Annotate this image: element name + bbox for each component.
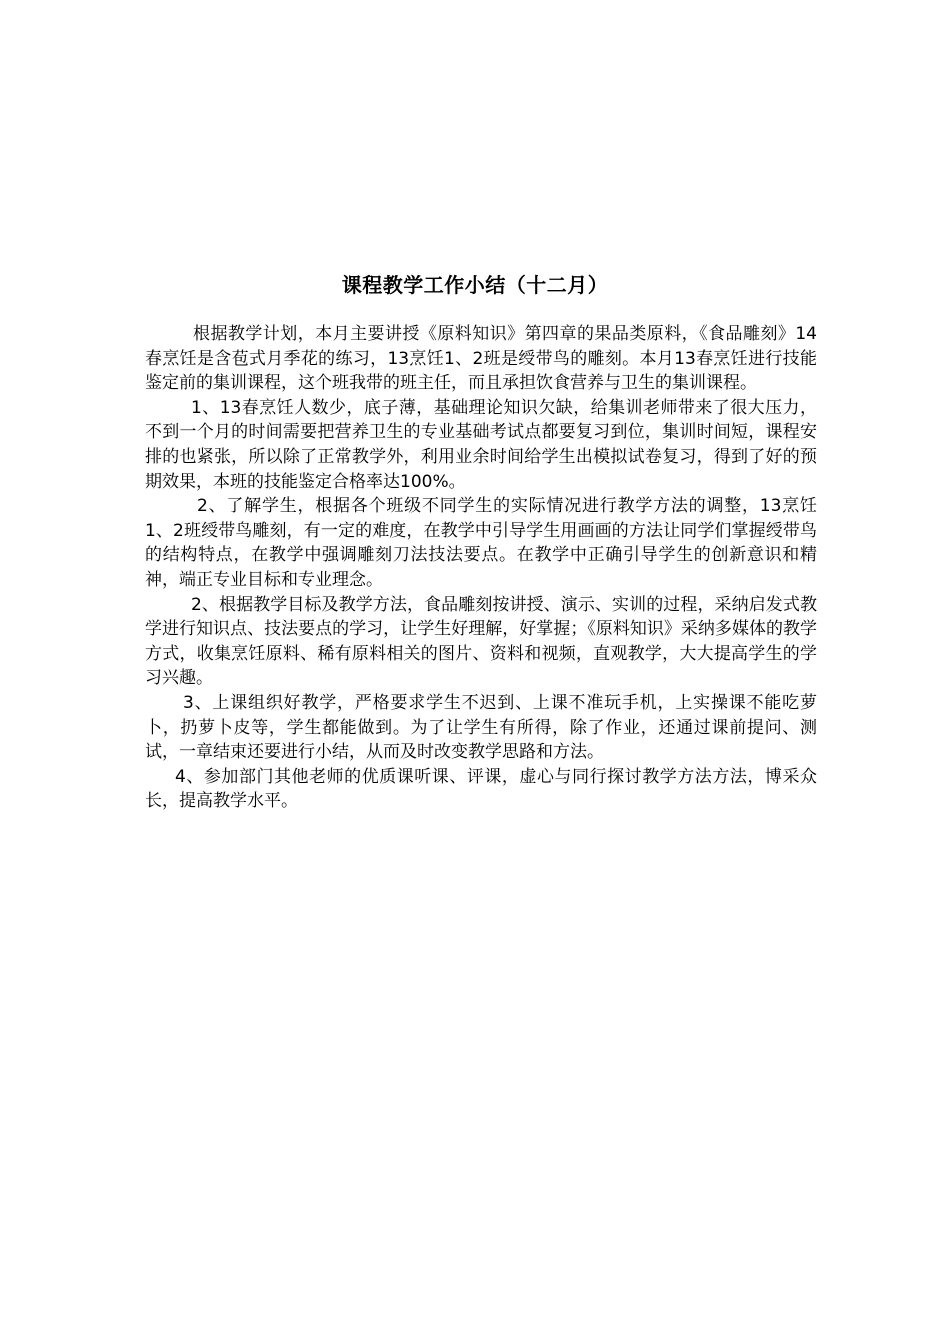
document-body [145,322,817,814]
paragraph-item-4: 4、参加部门其他老师的优质课听课、评课，虚心与同行探讨教学方法方法，博采众长，提高教学水平。 [145,766,817,812]
paragraph-item-3: 3、上课组织好教学，严格要求学生不迟到、上课不准玩手机，上实操课不能吃萝卜，扔萝卜皮等，学生都能做到。为了让学生有所得，除了作业，还通过课前提问、测试，一章结束还要进行小结，从而及时改变教学思路和方法。 [145,692,817,763]
paragraph-intro: 根据教学计划，本月主要讲授《原料知识》第四章的果品类原料，《食品雕刻》14春烹饪是含苞式月季花的练习，13烹饪1、2班是绶带鸟的雕刻。本月13春烹饪进行技能鉴定前的集训课程，这个班我带的班主任，而且承担饮食营养与卫生的集训课程。 [145,324,817,394]
paragraph-item-1: 1、13春烹饪人数少，底子薄，基础理论知识欠缺，给集训老师带来了很大压力，不到一个月的时间需要把营养卫生的专业基础考试点都要复习到位，集训时间短，课程安排的也紧张，所以除了正常教学外，利用业余时间给学生出模拟试卷复习，得到了好的预期效果，本班的技能鉴定合格率达100%。 [145,397,817,492]
paragraph-item-2b: 2、根据教学目标及教学方法，食品雕刻按讲授、演示、实训的过程，采纳启发式教学进行知识点、技法要点的学习，让学生好理解，好掌握；《原料知识》采纳多媒体的教学方式，收集烹饪原料、稀有原料相关的图片、资料和视频，直观教学，大大提高学生的学习兴趣。 [145,594,817,689]
paragraph-item-2a: 2、了解学生，根据各个班级不同学生的实际情况进行教学方法的调整，13烹饪1、2班绶带鸟雕刻，有一定的难度，在教学中引导学生用画画的方法让同学们掌握绶带鸟的结构特点，在教学中强调雕刻刀法技法要点。在教学中正确引导学生的创新意识和精神，端正专业目标和专业理念。 [145,496,817,590]
document-title: 课程教学工作小结（十二月） [341,273,609,297]
